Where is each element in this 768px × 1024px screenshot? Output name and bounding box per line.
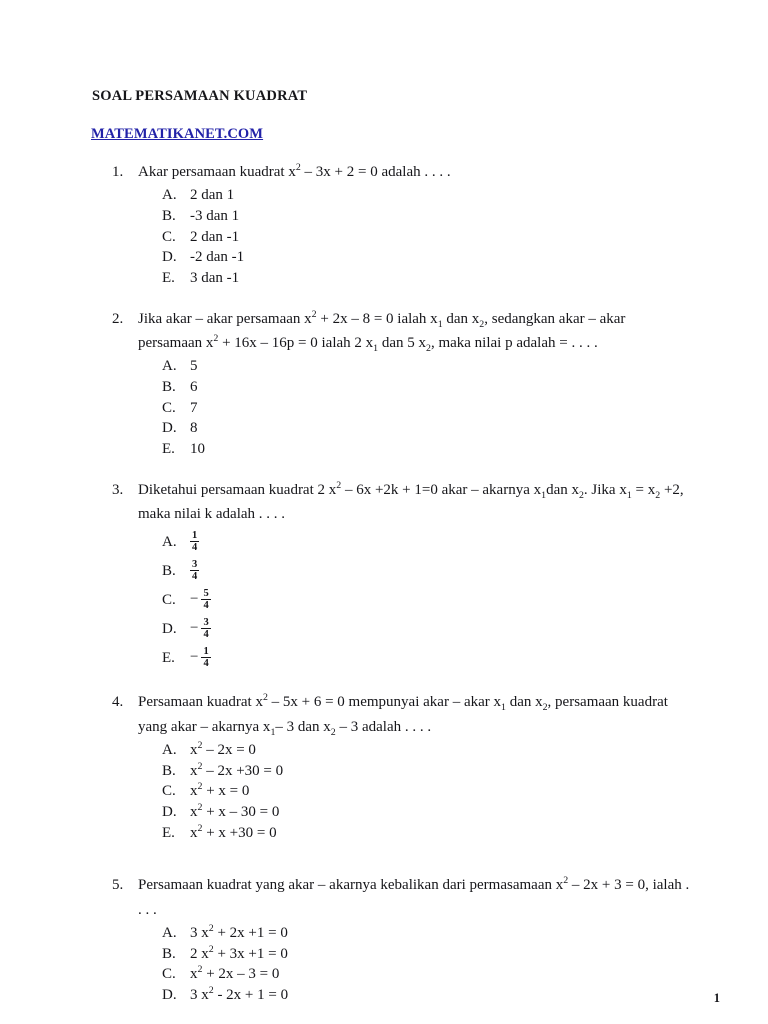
option-item[interactable] xyxy=(0,923,768,944)
question-text: 2. Jika akar – akar persamaan $x^2 + 2x - 8 = 0$ ialah $x_1$ dan $x_2$, sedangkan akar – akar persamaan $x^2 + 16x - 16p = 0$ ialah 2 $x_1$ dan 5 $x_2$, maka nilai p adalah = . . . . xyxy=(112,308,626,355)
option-item[interactable] xyxy=(0,740,768,761)
question-number: 3. xyxy=(112,481,124,498)
question-item xyxy=(0,160,768,289)
option-text: $x^2 + x = 0$ xyxy=(190,781,250,800)
option-text: 3 $x^2 + 2x +1 = 0$ xyxy=(190,922,288,941)
option-item[interactable] xyxy=(0,206,768,227)
option-item[interactable] xyxy=(0,439,768,460)
option-letter: A. xyxy=(162,533,177,550)
fraction-denominator: 4 xyxy=(203,658,209,670)
question-item xyxy=(0,873,768,1005)
question-number: 1. xyxy=(112,164,124,180)
question-number: 4. xyxy=(112,694,124,711)
fraction xyxy=(190,559,199,582)
minus-sign: − xyxy=(190,620,199,637)
option-letter: B. xyxy=(162,562,176,579)
option-fraction xyxy=(190,617,211,640)
option-item[interactable] xyxy=(0,781,768,802)
option-letter: B. xyxy=(162,945,176,962)
option-item[interactable] xyxy=(0,761,768,782)
option-text: $x^2 - 2x +30 = 0$ xyxy=(190,760,284,779)
option-letter: D. xyxy=(162,249,177,266)
option-item[interactable] xyxy=(0,643,768,672)
fraction xyxy=(201,617,210,640)
option-text: 7 xyxy=(190,399,198,416)
fraction xyxy=(190,530,199,553)
question-text: 5. Persamaan kuadrat yang akar – akarnya kebalikan dari permasamaan $x^2 - 2x + 3 = 0$, ialah . . . . xyxy=(112,875,690,918)
option-letter: E. xyxy=(162,270,175,287)
option-letter: E. xyxy=(162,441,175,458)
question-list xyxy=(0,160,768,1024)
question-item xyxy=(0,307,768,460)
option-text: 10 xyxy=(190,441,205,458)
option-text: -3 dan 1 xyxy=(190,207,240,224)
option-item[interactable] xyxy=(0,585,768,614)
option-item[interactable] xyxy=(0,185,768,206)
question-number: 2. xyxy=(112,310,124,327)
option-text: -2 dan -1 xyxy=(190,249,245,266)
option-item[interactable] xyxy=(0,614,768,643)
option-letter: C. xyxy=(162,591,176,608)
option-text: $x^2 - 2x = 0$ xyxy=(190,739,256,758)
page-title: SOAL PERSAMAAN KUADRAT xyxy=(92,88,308,104)
option-item[interactable] xyxy=(0,398,768,419)
option-letter: A. xyxy=(162,924,177,941)
question-item xyxy=(0,690,768,843)
option-text: 6 xyxy=(190,379,198,396)
option-list xyxy=(0,185,768,288)
option-text: 2 dan -1 xyxy=(190,228,240,245)
option-item[interactable] xyxy=(0,247,768,268)
option-item[interactable] xyxy=(0,556,768,585)
option-fraction xyxy=(190,646,211,669)
option-item[interactable] xyxy=(0,985,768,1006)
option-letter: B. xyxy=(162,207,176,224)
fraction xyxy=(201,646,210,669)
fraction-numerator: 1 xyxy=(203,646,209,658)
option-letter: D. xyxy=(162,987,177,1004)
option-text: 3 dan -1 xyxy=(190,270,240,287)
fraction xyxy=(201,588,210,611)
fraction-numerator: 1 xyxy=(192,530,198,542)
fraction-denominator: 4 xyxy=(192,571,198,583)
option-letter: B. xyxy=(162,762,176,779)
option-list xyxy=(0,356,768,459)
option-letter: D. xyxy=(162,620,177,637)
question-text: 4. Persamaan kuadrat $x^2 - 5x + 6 = 0$ mempunyai akar – akar $x_1$ dan $x_2$, persamaan kuadrat yang akar – akarnya $x_1-$ 3 dan $x_2 - 3$ adalah . . . . xyxy=(112,692,668,738)
option-item[interactable] xyxy=(0,418,768,439)
option-list xyxy=(0,740,768,843)
page-number: 1 xyxy=(713,991,720,1005)
option-item[interactable] xyxy=(0,377,768,398)
minus-sign: − xyxy=(190,649,199,666)
minus-sign: − xyxy=(190,591,199,608)
option-text: $x^2 + x - 30 = 0$ xyxy=(190,802,280,821)
option-text: 2 dan 1 xyxy=(190,187,235,204)
option-text: 8 xyxy=(190,420,198,437)
source-website-link[interactable]: MATEMATIKANET.COM xyxy=(91,126,264,142)
option-text: 2 $x^2 + 3x +1 = 0$ xyxy=(190,943,288,962)
question-number: 5. xyxy=(112,877,124,894)
option-letter: C. xyxy=(162,399,176,416)
fraction-numerator: 3 xyxy=(203,617,209,629)
fraction-numerator: 5 xyxy=(203,588,209,600)
fraction-denominator: 4 xyxy=(192,542,198,554)
option-list xyxy=(0,527,768,672)
option-item[interactable] xyxy=(0,268,768,289)
option-letter: C. xyxy=(162,228,176,245)
option-text: $x^2 + 2x - 3 = 0$ xyxy=(190,964,280,983)
option-text: 3 $x^2 - 2x + 1 = 0$ xyxy=(190,985,289,1004)
fraction-denominator: 4 xyxy=(203,600,209,612)
option-text: 5 xyxy=(190,358,198,375)
option-item[interactable] xyxy=(0,356,768,377)
option-letter: A. xyxy=(162,358,177,375)
fraction-numerator: 3 xyxy=(192,559,198,571)
option-letter: A. xyxy=(162,187,177,204)
option-letter: A. xyxy=(162,741,177,758)
option-letter: E. xyxy=(162,649,175,666)
option-item[interactable] xyxy=(0,964,768,985)
option-fraction xyxy=(190,588,211,611)
option-fraction xyxy=(190,530,199,553)
option-item[interactable] xyxy=(0,227,768,248)
fraction-denominator: 4 xyxy=(203,629,209,641)
option-letter: D. xyxy=(162,420,177,437)
question-text: 1. Akar persamaan kuadrat $x^2 - 3x + 2 = 0$ adalah . . . . xyxy=(0,160,768,184)
option-item[interactable] xyxy=(0,944,768,965)
option-letter: E. xyxy=(162,824,175,841)
question-text: 3. Diketahui persamaan kuadrat 2 $x^2 - 6x +2k + 1=0$ akar – akarnya $x_1dan$ $x_2$. Jika $x_1 = x_2 +2$, maka nilai k adalah . . . . xyxy=(112,479,684,523)
option-letter: C. xyxy=(162,966,176,983)
option-item[interactable] xyxy=(0,527,768,556)
option-letter: C. xyxy=(162,783,176,800)
question-item xyxy=(0,478,768,673)
option-item[interactable] xyxy=(0,802,768,823)
option-text: $x^2 + x +30 = 0$ xyxy=(190,822,277,841)
option-letter: B. xyxy=(162,379,176,396)
option-fraction xyxy=(190,559,199,582)
option-item[interactable] xyxy=(0,823,768,844)
option-letter: D. xyxy=(162,804,177,821)
option-list xyxy=(0,923,768,1006)
